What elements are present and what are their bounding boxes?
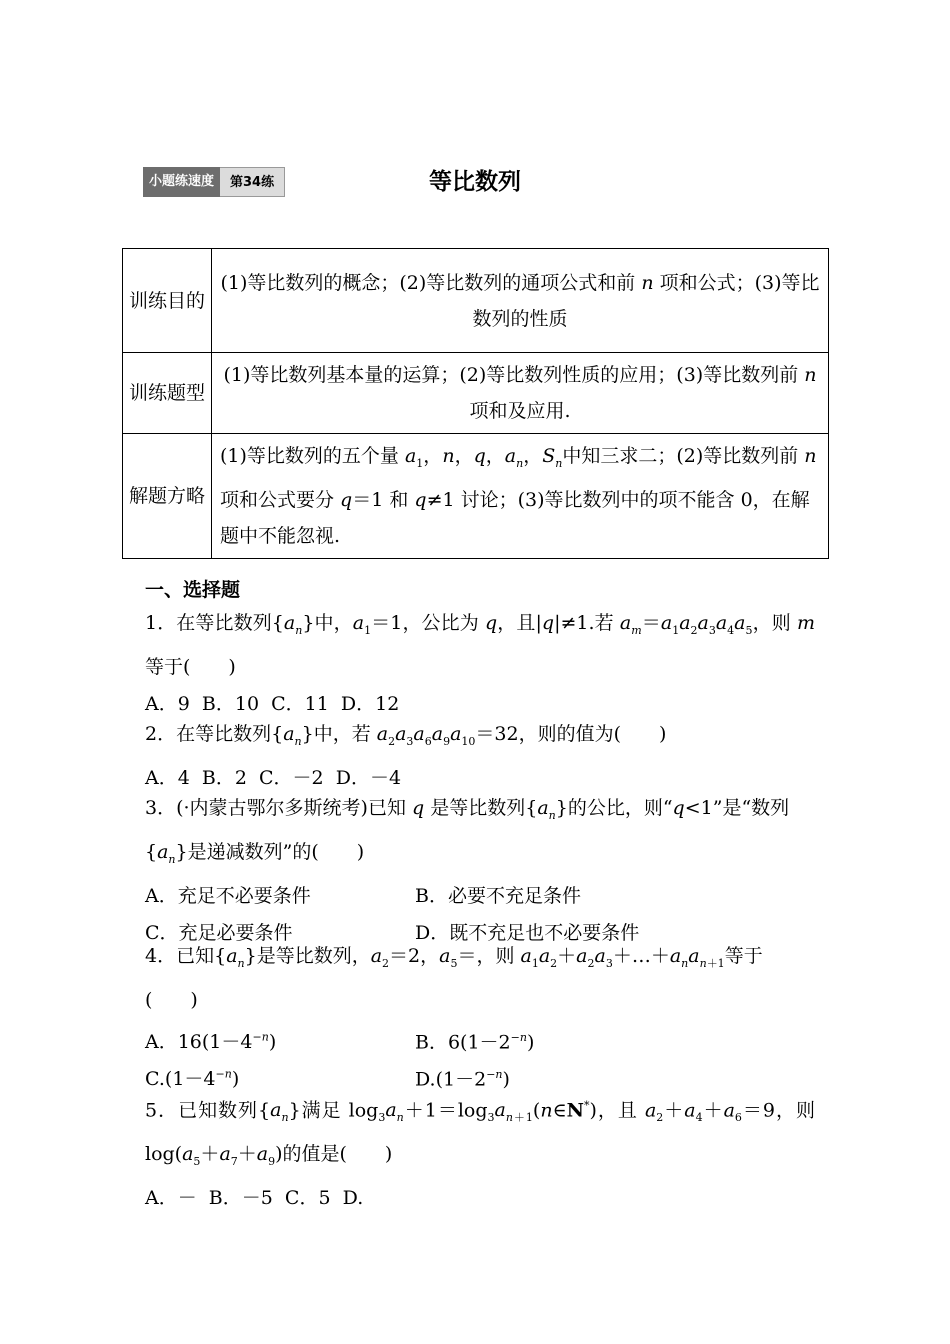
badge-category: 小题练速度 — [143, 167, 220, 197]
row-text: (1)等比数列的五个量 $a_1$，n，q，$a_n$，$S_n$中知三求二；(2)等比数列前 n 项和公式要分 q＝1 和 q≠1 讨论；(3)等比数列中的项不能含 0，在解题中不能忽视. — [212, 434, 829, 559]
question-1 — [145, 605, 815, 723]
question-text: 5．已知数列$\{a_n\}$满足 $\log_3a_n+1=\log_3a_{n+1}(n\in N^*)$，且 $a_2+a_4+a_6=9$，则 $\log(a_5+a_7+a_9)$的值是( ) — [145, 1099, 815, 1168]
option-c: C．充足必要条件 — [145, 921, 293, 944]
option-a: A．充足不必要条件 — [145, 884, 311, 907]
row-text: (1)等比数列基本量的运算；(2)等比数列性质的应用；(3)等比数列前 n 项和及应用. — [212, 353, 829, 434]
label-text: 训练题型 — [128, 382, 205, 404]
question-4 — [145, 938, 815, 1093]
page-title: 等比数列 — [429, 169, 521, 195]
option-c: $C.(1-4^{-n})$ — [145, 1067, 240, 1091]
label-text: 训练目的 — [128, 289, 205, 312]
question-options: A．9 B．10 C．11 D．12 — [145, 692, 400, 715]
question-2 — [145, 716, 815, 797]
option-d: D．既不充足也不必要条件 — [415, 921, 640, 944]
question-text: 1．在等比数列$\{a_n\}$中，$a_1=1$，公比为 q，且|q|≠1.若 $a_m=a_1a_2a_3a_4a_5$，则 m 等于( ) — [145, 612, 815, 678]
badge-lesson: 第34练 — [220, 167, 285, 197]
question-options: A．－ B．－5 C．5 D. — [145, 1186, 364, 1209]
option-a: A．$16(1-4^{-n})$ — [145, 1030, 277, 1054]
row-text: (1)等比数列的概念；(2)等比数列的通项公式和前 n 项和公式；(3)等比数列的性质 — [212, 249, 829, 353]
info-table — [122, 248, 829, 559]
table-row — [123, 249, 829, 353]
question-5 — [145, 1087, 815, 1217]
label-text: 解题方略 — [128, 484, 205, 507]
question-text: 2．在等比数列$\{a_n\}$中，若 $a_2a_3a_6a_9a_{10}=32$，则的值为( ) — [145, 723, 667, 748]
question-options: A．4 B．2 C．－2 D．－4 — [145, 766, 402, 789]
question-3 — [145, 790, 815, 952]
row-label — [123, 249, 212, 353]
option-b: B．$6(1-2^{-n})$ — [415, 1030, 535, 1054]
option-row — [145, 1019, 815, 1056]
table-row — [123, 434, 829, 559]
option-row — [145, 878, 815, 915]
section-title: 一、选择题 — [145, 579, 241, 601]
option-d: $D.(1-2^{-n})$ — [415, 1067, 510, 1091]
option-b: B．必要不充足条件 — [415, 884, 581, 907]
row-label — [123, 434, 212, 559]
table-row — [123, 353, 829, 434]
question-text: 3．(·内蒙古鄂尔多斯统考)已知 q 是等比数列$\{a_n\}$的公比，则“q<1”是“数列$\{a_n\}$是递减数列”的( ) — [145, 797, 790, 866]
row-label — [123, 353, 212, 434]
question-text: 4．已知$\{a_n\}$是等比数列，$a_2=2$，$a_5=$，则 $a_1a_2+a_2a_3+\dots+a_na_{n+1}$等于( ) — [145, 945, 763, 1011]
